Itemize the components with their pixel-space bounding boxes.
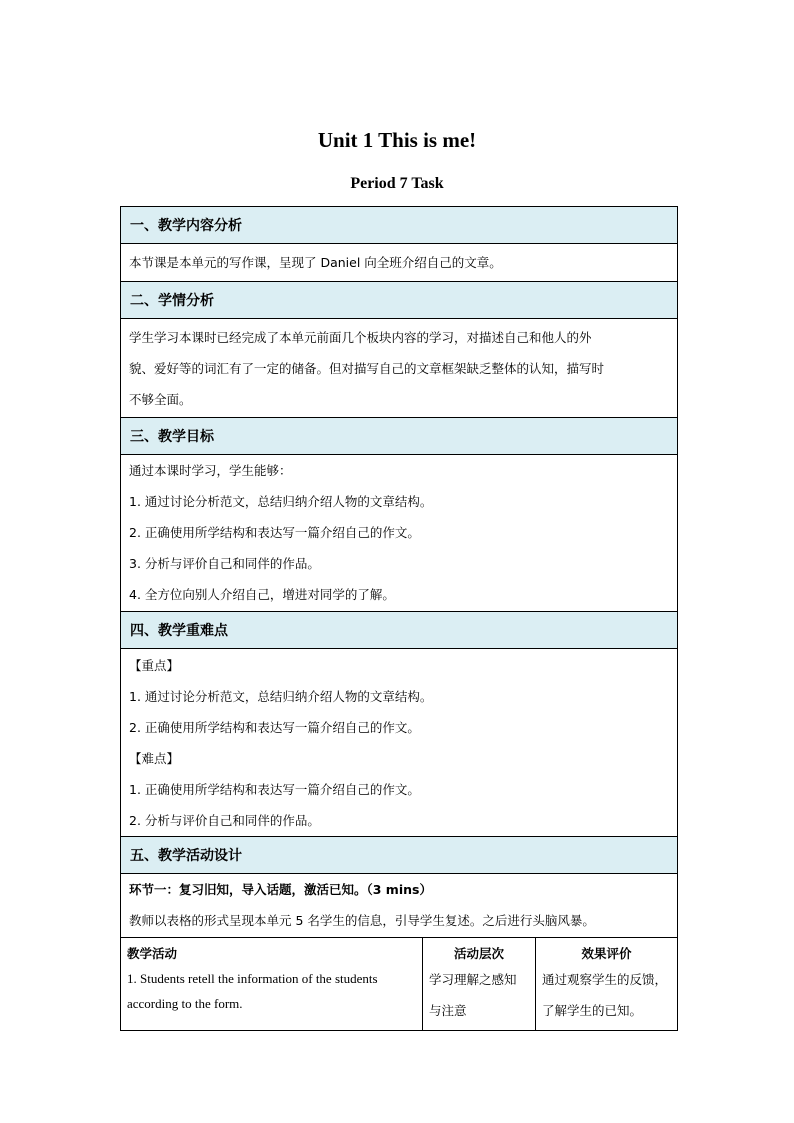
text-line: 通过本课时学习，学生能够： [129, 463, 292, 478]
stage-heading: 环节一：复习旧知，导入话题，激活已知。（3 mins） [129, 882, 432, 897]
text-line: 与注意 [429, 1003, 467, 1018]
section-body-student-analysis [121, 319, 677, 418]
section-heading-activity-design: 五、教学活动设计 [121, 837, 677, 874]
text-line: 1. Students retell the information of the students [127, 971, 378, 986]
text-line: 1. 正确使用所学结构和表达写一篇介绍自己的作文。 [129, 782, 420, 797]
page-title: Unit 1 This is me! [317, 128, 477, 152]
text-line: 3. 分析与评价自己和同伴的作品。 [129, 556, 320, 571]
section-heading-content-analysis: 一、教学内容分析 [121, 207, 677, 244]
text-line: 通过观察学生的反馈， [542, 972, 668, 987]
section-body-content-analysis [121, 244, 677, 282]
text-line: 貌、爱好等的词汇有了一定的储备。但对描写自己的文章框架缺乏整体的认知，描写时 [129, 361, 605, 376]
section-heading-key-points: 四、教学重难点 [121, 612, 677, 649]
text-line: 2. 分析与评价自己和同伴的作品。 [129, 813, 320, 828]
text-line: 1. 通过讨论分析范文，总结归纳介绍人物的文章结构。 [129, 689, 433, 704]
evaluation-text [542, 964, 671, 1026]
text-line: 本节课是本单元的写作课，呈现了 Daniel 向全班介绍自己的文章。 [129, 255, 502, 270]
text-line: 不够全面。 [129, 392, 192, 407]
level-column-header: 活动层次 [453, 946, 504, 961]
section-body-key-points [121, 649, 677, 837]
text-line: 2. 正确使用所学结构和表达写一篇介绍自己的作文。 [129, 720, 420, 735]
key-point-label: 【重点】 [129, 658, 180, 673]
level-column [423, 938, 536, 1030]
text-line: 教师以表格的形式呈现本单元 5 名学生的信息，引导学生复述。之后进行头脑风暴。 [129, 913, 595, 928]
section-body-objectives [121, 455, 677, 612]
section-body-activity-design [121, 874, 677, 938]
section-heading-student-analysis: 二、学情分析 [121, 282, 677, 319]
text-line: 4. 全方位向别人介绍自己，增进对同学的了解。 [129, 587, 395, 602]
text-line: 学习理解之感知 [429, 972, 517, 987]
lesson-plan-table [120, 206, 678, 1031]
evaluation-column-header: 效果评价 [581, 946, 632, 961]
text-line: according to the form. [127, 996, 243, 1011]
text-line: 学生学习本课时已经完成了本单元前面几个板块内容的学习，对描述自己和他人的外 [129, 330, 592, 345]
text-line: 2. 正确使用所学结构和表达写一篇介绍自己的作文。 [129, 525, 420, 540]
evaluation-column [536, 938, 677, 1030]
difficult-point-label: 【难点】 [129, 751, 180, 766]
activity-table [121, 938, 677, 1030]
text-line: 1. 通过讨论分析范文，总结归纳介绍人物的文章结构。 [129, 494, 433, 509]
activity-column-header: 教学活动 [127, 946, 178, 961]
page-subtitle: Period 7 Task [350, 175, 444, 192]
text-line: 了解学生的已知。 [542, 1003, 643, 1018]
section-heading-objectives: 三、教学目标 [121, 418, 677, 455]
level-text [429, 964, 529, 1026]
activity-text [127, 966, 416, 1016]
activity-column [121, 938, 423, 1030]
